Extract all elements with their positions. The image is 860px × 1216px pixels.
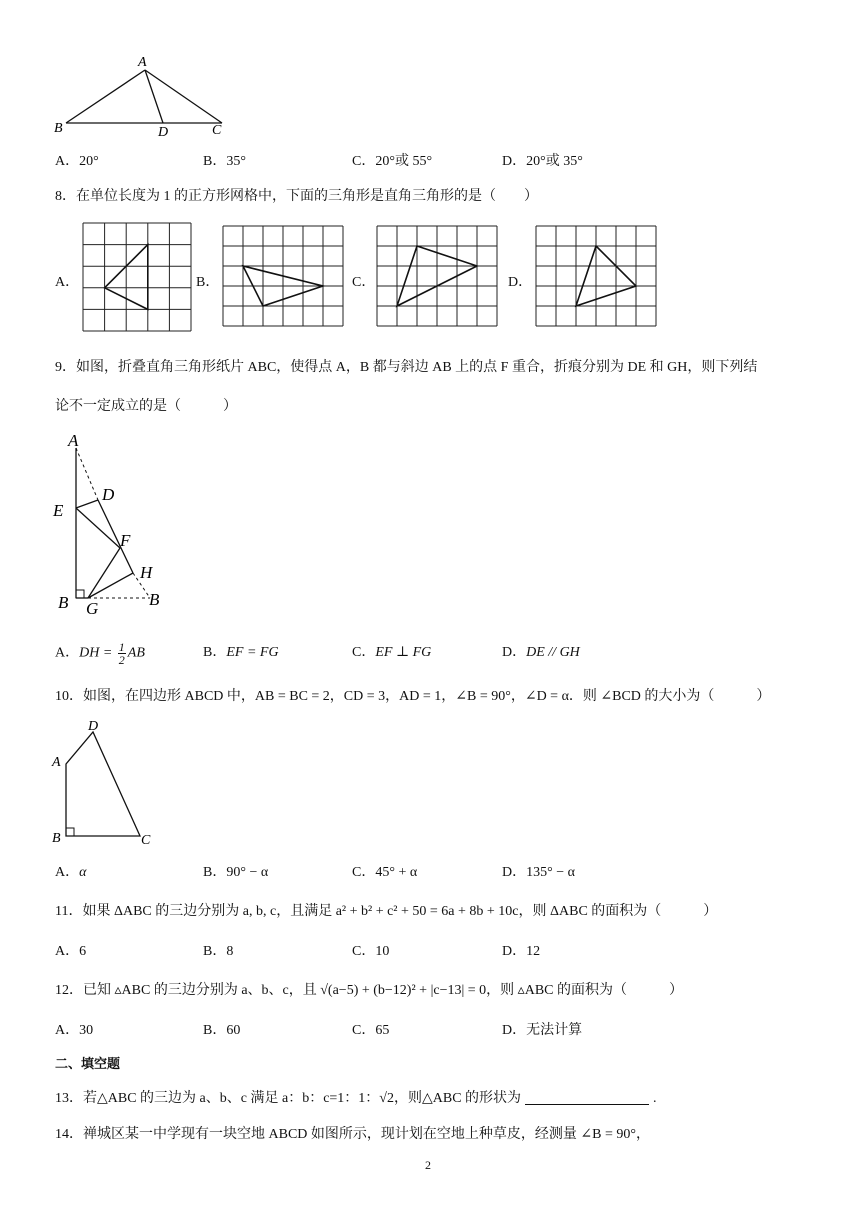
page-number: 2 — [425, 1158, 431, 1172]
q7-option-d: D．20°或 35° — [502, 154, 583, 169]
q7-triangle-figure — [50, 50, 240, 140]
q8-grid-b — [222, 225, 346, 332]
q8-option-b-label: B． — [196, 275, 220, 290]
q7-option-c: C．20°或 55° — [352, 154, 433, 169]
q9-option-d: D．DE // GH — [502, 645, 580, 660]
q7-option-a: A．20° — [55, 154, 99, 169]
q8-grid-d — [535, 225, 659, 332]
q10-label-c: C — [141, 833, 151, 848]
q9-fold-figure — [50, 428, 180, 618]
q12-option-c: C．65 — [352, 1023, 390, 1038]
q7-label-c: C — [212, 123, 222, 138]
q12-option-d: D．无法计算 — [502, 1023, 583, 1038]
q8-grid-a — [82, 222, 194, 337]
q8-option-d-label: D． — [508, 275, 533, 290]
q12-stem: 12．已知 ▵ABC 的三边分别为 a、b、c，且 √(a−5) + (b−12)² + |c−13| = 0，则 ▵ABC 的面积为（ ） — [55, 983, 683, 998]
q10-option-a: A．α — [55, 865, 87, 880]
q9-stem-line2: 论不一定成立的是（ ） — [55, 399, 237, 414]
q9-stem-line1: 9．如图，折叠直角三角形纸片 ABC，使得点 A，B 都与斜边 AB 上的点 F 重合，折痕分别为 DE 和 GH，则下列结 — [55, 360, 758, 375]
q9-option-b: B．EF = FG — [203, 645, 279, 660]
q7-label-b: B — [54, 121, 63, 136]
q10-option-b: B．90° − α — [203, 865, 269, 880]
q11-option-a: A．6 — [55, 944, 87, 959]
q10-option-c: C．45° + α — [352, 865, 418, 880]
q12-option-a: A．30 — [55, 1023, 94, 1038]
q11-option-b: B．8 — [203, 944, 234, 959]
q9-label-f: F — [120, 531, 131, 550]
q9-label-b-right: B — [149, 590, 160, 609]
section-fill-in-title: 二、填空题 — [55, 1057, 121, 1072]
q8-option-c-label: C． — [352, 275, 376, 290]
q7-option-b: B．35° — [203, 154, 246, 169]
q9-option-c: C．EF ⊥ FG — [352, 645, 432, 660]
q10-label-b: B — [52, 831, 61, 846]
q8-option-a-label: A． — [55, 275, 80, 290]
q8-grid-c — [376, 225, 500, 332]
q10-option-d: D．135° − α — [502, 865, 575, 880]
q13-answer-blank[interactable] — [525, 1090, 649, 1105]
q10-stem: 10．如图，在四边形 ABCD 中，AB = BC = 2，CD = 3，AD = 1，∠B = 90°，∠D = α．则 ∠BCD 的大小为（ ） — [55, 689, 771, 704]
q9-label-b-left: B — [58, 593, 69, 612]
q8-stem: 8．在单位长度为 1 的正方形网格中，下面的三角形是直角三角形的是（ ） — [55, 189, 538, 204]
q7-label-d: D — [158, 125, 169, 140]
q10-label-a: A — [52, 755, 61, 770]
q9-label-e: E — [53, 501, 64, 520]
q12-option-b: B．60 — [203, 1023, 241, 1038]
q10-label-d: D — [88, 719, 99, 734]
q9-label-a: A — [68, 431, 79, 450]
q9-label-d: D — [102, 485, 115, 504]
q14-stem: 14．禅城区某一中学现有一块空地 ABCD 如图所示，现计划在空地上种草皮，经测量 ∠B = 90°， — [55, 1127, 650, 1142]
q7-label-a: A — [138, 55, 147, 70]
q11-option-c: C．10 — [352, 944, 390, 959]
q10-quadrilateral-figure — [48, 718, 168, 848]
q9-option-a: A．DH = $\frac{1}{2}$ AB — [55, 640, 145, 667]
q13-stem-end: . — [653, 1091, 657, 1106]
q9-label-h: H — [140, 563, 153, 582]
q11-stem: 11．如果 ΔABC 的三边分别为 a, b, c，且满足 a² + b² + c² + 50 = 6a + 8b + 10c，则 ΔABC 的面积为（ ） — [55, 904, 718, 919]
q13-stem-text: 13．若△ABC 的三边为 a、b、c 满足 a：b：c=1：1：√2，则△ABC 的形状为 — [55, 1091, 522, 1106]
q13-stem — [55, 1087, 657, 1107]
q9-label-g: G — [86, 599, 99, 618]
q11-option-d: D．12 — [502, 944, 541, 959]
